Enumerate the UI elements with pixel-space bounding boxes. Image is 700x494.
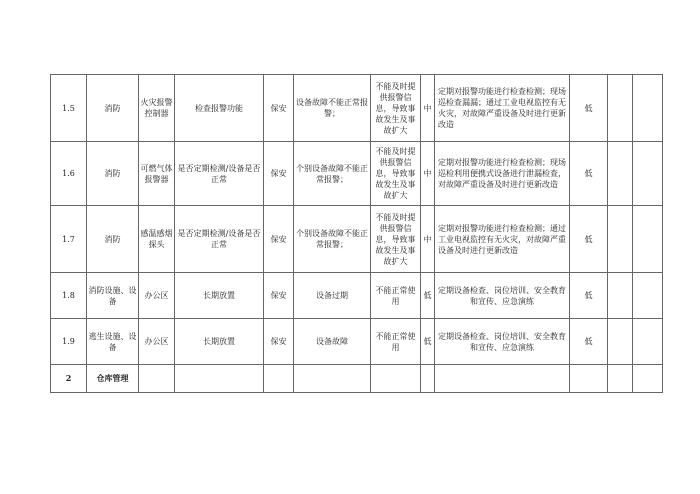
row-number: 1.7 [51,206,87,273]
problem-cell: 设备故障 [294,319,371,365]
measure-cell: 定期设备检查、岗位培训、安全教育和宣传、应急演练 [435,273,570,319]
consequence-cell: 不能正常使用 [371,273,421,319]
check-cell: 长期放置 [175,319,264,365]
check-cell: 长期放置 [175,273,264,319]
problem-cell: 个别设备故障不能正常报警； [294,142,371,206]
check-cell: 检查报警功能 [175,75,264,142]
level-cell: 低 [421,319,435,365]
consequence-cell: 不能及时提供报警信息，导致事故发生及事故扩大 [371,142,421,206]
empty-cell [175,365,264,393]
table-row [51,319,663,365]
grade-cell: 低 [570,75,608,142]
row-number: 1.5 [51,75,87,142]
empty-cell [608,319,633,365]
level-cell: 低 [421,273,435,319]
empty-cell [608,142,633,206]
empty-cell [294,365,371,393]
subitem-cell: 办公区 [139,273,175,319]
empty-cell [421,365,435,393]
table-row [51,206,663,273]
empty-cell [608,206,633,273]
empty-cell [371,365,421,393]
dept-cell: 保安 [264,273,294,319]
item-cell: 消防 [87,142,139,206]
subitem-cell: 火灾报警控制器 [139,75,175,142]
empty-cell [633,75,663,142]
level-cell: 中 [421,142,435,206]
grade-cell: 低 [570,206,608,273]
measure-cell: 定期设备检查、岗位培训、安全教育和宣传、应急演练 [435,319,570,365]
consequence-cell: 不能及时提供报警信息，导致事故发生及事故扩大 [371,206,421,273]
empty-cell [608,273,633,319]
item-cell: 消防 [87,75,139,142]
empty-cell [633,206,663,273]
section-number: 2 [51,365,87,393]
section-row [51,365,663,393]
table-row [51,273,663,319]
empty-cell [633,365,663,393]
empty-cell [633,142,663,206]
empty-cell [570,365,608,393]
level-cell: 中 [421,206,435,273]
section-title: 仓库管理 [87,365,139,393]
level-cell: 中 [421,75,435,142]
empty-cell [435,365,570,393]
item-cell: 逃生设施、设备 [87,319,139,365]
dept-cell: 保安 [264,75,294,142]
empty-cell [633,273,663,319]
check-cell: 是否定期检测/设备是否正常 [175,142,264,206]
subitem-cell: 办公区 [139,319,175,365]
measure-cell: 定期对报警功能进行检查检测；通过工业电视监控有无火灾，对故障严重设备及时进行更新改造 [435,206,570,273]
table-row [51,142,663,206]
dept-cell: 保安 [264,142,294,206]
dept-cell: 保安 [264,319,294,365]
risk-table [50,74,663,393]
subitem-cell: 感温感烟探头 [139,206,175,273]
row-number: 1.9 [51,319,87,365]
problem-cell: 设备故障不能正常报警； [294,75,371,142]
row-number: 1.6 [51,142,87,206]
grade-cell: 低 [570,319,608,365]
empty-cell [608,75,633,142]
subitem-cell: 可燃气体报警器 [139,142,175,206]
empty-cell [139,365,175,393]
empty-cell [608,365,633,393]
problem-cell: 设备过期 [294,273,371,319]
grade-cell: 低 [570,142,608,206]
dept-cell: 保安 [264,206,294,273]
item-cell: 消防 [87,206,139,273]
row-number: 1.8 [51,273,87,319]
grade-cell: 低 [570,273,608,319]
table-row [51,75,663,142]
consequence-cell: 不能及时提供报警信息，导致事故发生及事故扩大 [371,75,421,142]
problem-cell: 个别设备故障不能正常报警； [294,206,371,273]
check-cell: 是否定期检测/设备是否正常 [175,206,264,273]
consequence-cell: 不能正常使用 [371,319,421,365]
empty-cell [264,365,294,393]
empty-cell [633,319,663,365]
item-cell: 消防设施、设备 [87,273,139,319]
measure-cell: 定期对报警功能进行检查检测；现场巡检利用便携式设备进行泄漏检查，对故障严重设备及时进行更新改造 [435,142,570,206]
measure-cell: 定期对报警功能进行检查检测；现场巡检查漏漏；通过工业电视监控有无火灾，对故障严重设备及时进行更新改造 [435,75,570,142]
